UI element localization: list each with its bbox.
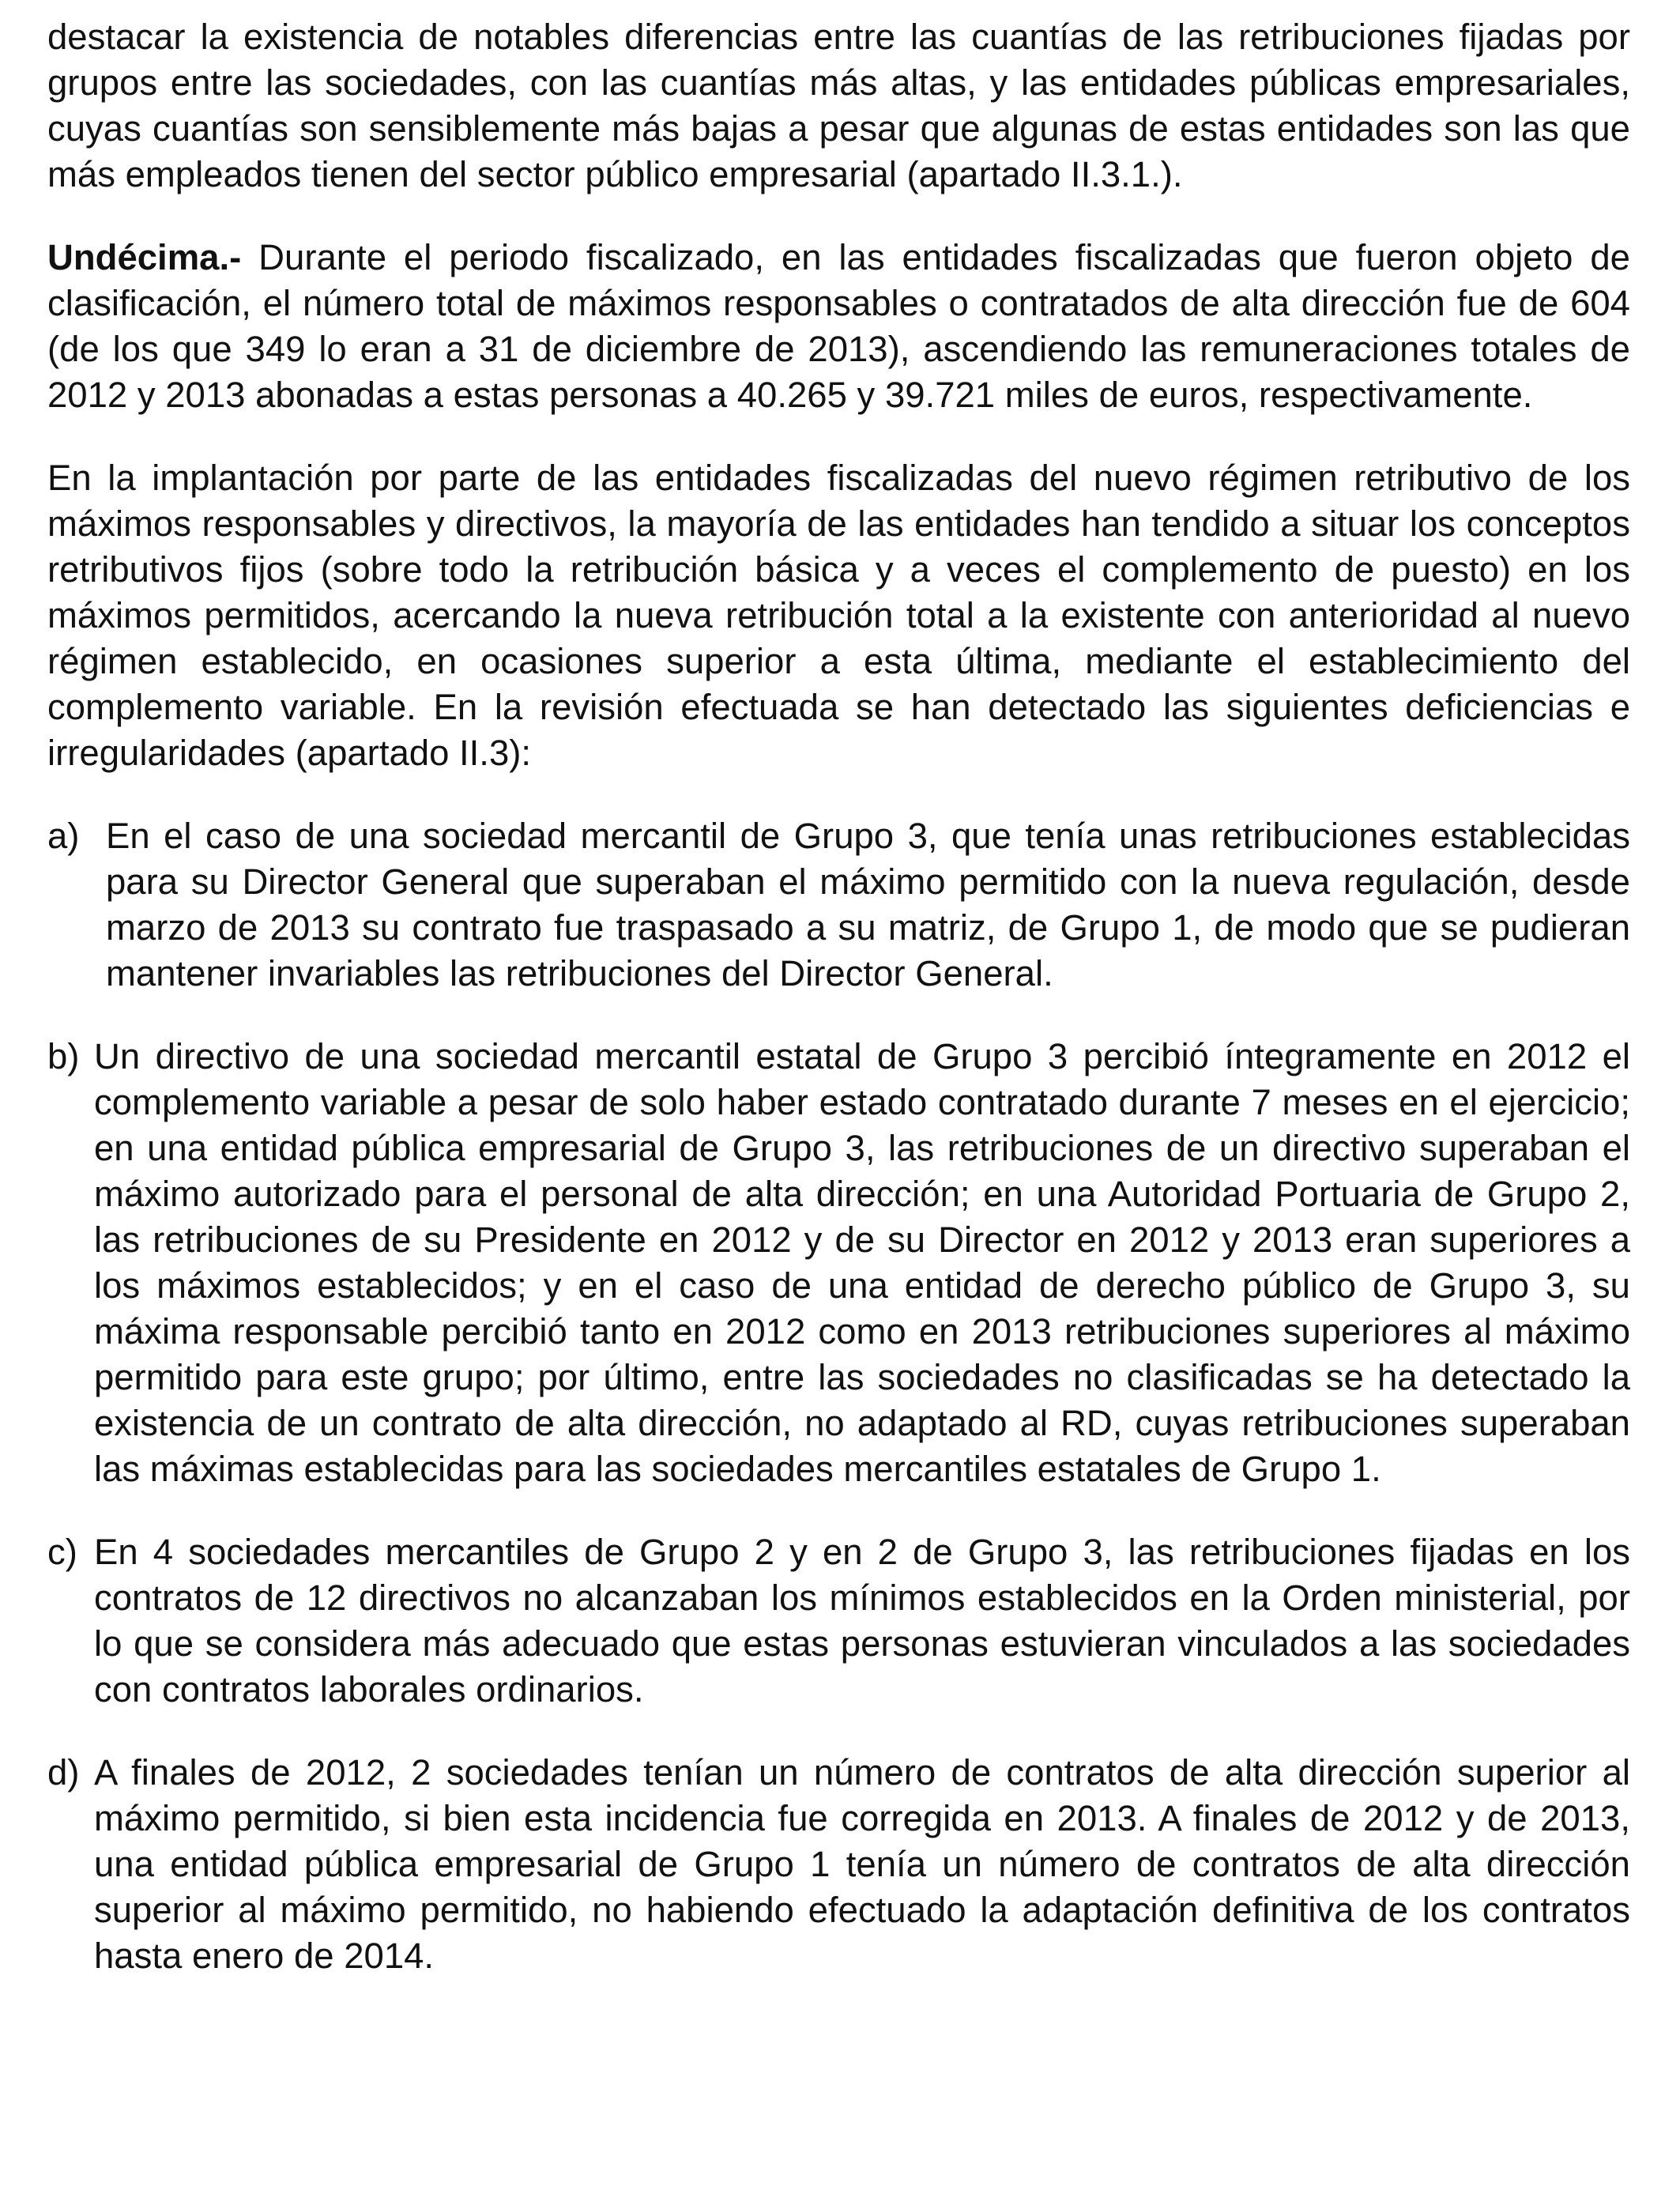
list-marker: b) bbox=[47, 1036, 80, 1076]
paragraph-implantacion: En la implantación por parte de las entidades fiscalizadas del nuevo régimen retributivo de los máximos responsables y directivos, la mayoría de las entidades han tendido a situar los conceptos retributivos fijos (sobre todo la retribución básica y a veces el complemento de puesto) en los máximos permitidos, acercando la nueva retribución total a la existente con anterioridad al nuevo régimen establecido, en ocasiones superior a esta última, mediante el establecimiento del complemento variable. En la revisión efectuada se han detectado las siguientes deficiencias e irregularidades (apartado II.3): bbox=[47, 458, 1630, 773]
paragraph-intro: destacar la existencia de notables diferencias entre las cuantías de las retribuciones fijadas por grupos entre las sociedades, con las cuantías más altas, y las entidades públicas empresariales, cuyas cuantías son sensiblemente más bajas a pesar que algunas de estas entidades son las que más empleados tienen del sector público empresarial (apartado II.3.1.). bbox=[47, 17, 1630, 194]
undecima-heading: Undécima.- bbox=[47, 237, 242, 277]
list-marker: d) bbox=[47, 1752, 80, 1793]
list-item-c bbox=[47, 1529, 1630, 1713]
list-item-d bbox=[47, 1750, 1630, 1979]
paragraph-undecima bbox=[47, 235, 1630, 418]
list-item-a bbox=[47, 813, 1630, 997]
list-marker: c) bbox=[47, 1532, 77, 1572]
list-item-b bbox=[47, 1034, 1630, 1492]
list-item-text: En 4 sociedades mercantiles de Grupo 2 y en 2 de Grupo 3, las retribuciones fijadas en los contratos de 12 directivos no alcanzaban los mínimos establecidos en la Orden ministerial, por lo que se considera más adecuado que estas personas estuvieran vinculados a las sociedades con contratos laborales ordinarios. bbox=[94, 1532, 1630, 1710]
list-item-text: Un directivo de una sociedad mercantil estatal de Grupo 3 percibió íntegramente en 2012 el complemento variable a pesar de solo haber estado contratado durante 7 meses en el ejercicio; en una entidad pública empresarial de Grupo 3, las retribuciones de un directivo superaban el máximo autorizado para el personal de alta dirección; en una Autoridad Portuaria de Grupo 2, las retribuciones de su Presidente en 2012 y de su Director en 2012 y 2013 eran superiores a los máximos establecidos; y en el caso de una entidad de derecho público de Grupo 3, su máxima responsable percibió tanto en 2012 como en 2013 retribuciones superiores al máximo permitido para este grupo; por último, entre las sociedades no clasificadas se ha detectado la existencia de un contrato de alta dirección, no adaptado al RD, cuyas retribuciones superaban las máximas establecidas para las sociedades mercantiles estatales de Grupo 1. bbox=[94, 1036, 1630, 1489]
list-item-text: A finales de 2012, 2 sociedades tenían un número de contratos de alta dirección superior al máximo permitido, si bien esta incidencia fue corregida en 2013. A finales de 2012 y de 2013, una entidad pública empresarial de Grupo 1 tenía un número de contratos de alta dirección superior al máximo permitido, no habiendo efectuado la adaptación definitiva de los contratos hasta enero de 2014. bbox=[94, 1752, 1630, 1976]
list-marker: a) bbox=[47, 816, 80, 856]
list-item-text: En el caso de una sociedad mercantil de Grupo 3, que tenía unas retribuciones establecidas para su Director General que superaban el máximo permitido con la nueva regulación, desde marzo de 2013 su contrato fue traspasado a su matriz, de Grupo 1, de modo que se pudieran mantener invariables las retribuciones del Director General. bbox=[106, 816, 1630, 993]
undecima-body: Durante el periodo fiscalizado, en las entidades fiscalizadas que fueron objeto de clasificación, el número total de máximos responsables o contratados de alta dirección fue de 604 (de los que 349 lo eran a 31 de diciembre de 2013), ascendiendo las remuneraciones totales de 2012 y 2013 abonadas a estas personas a 40.265 y 39.721 miles de euros, respectivamente. bbox=[47, 237, 1630, 415]
document-page bbox=[47, 14, 1630, 2016]
